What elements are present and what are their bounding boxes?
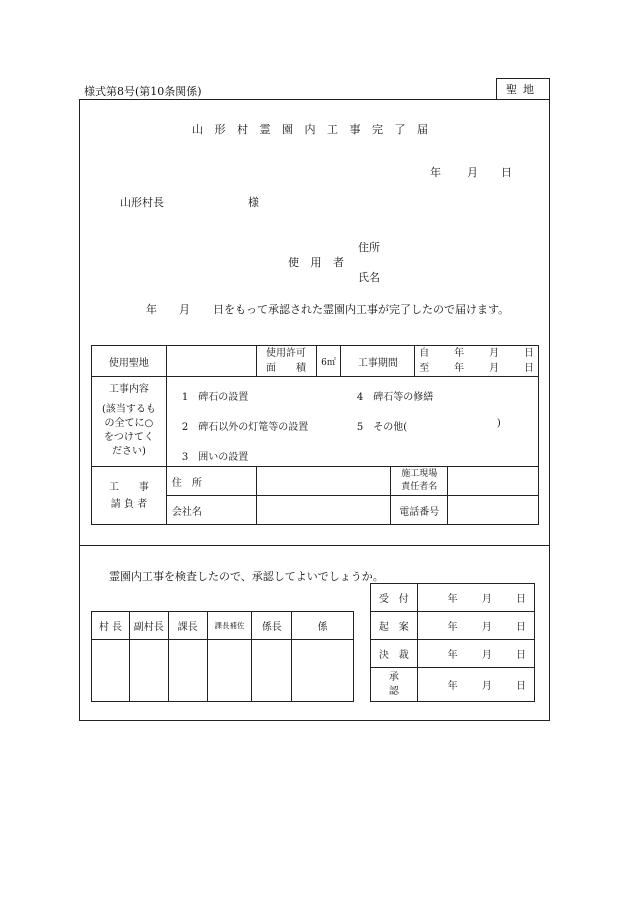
approval-stamp-cell xyxy=(252,640,292,702)
area-unit: 6㎡ xyxy=(316,346,341,377)
content-item-2: 2 碑石以外の灯篭等の設置 xyxy=(181,422,309,433)
applicant-role-label: 使 用 者 xyxy=(288,256,348,269)
approval-header-mayor: 村 長 xyxy=(92,612,130,640)
plot-value xyxy=(166,346,256,377)
contractor-label-bottom: 請 負 者 xyxy=(110,498,148,510)
period-to-row: 至 年 月 日 xyxy=(419,363,534,374)
approval-header-section-chief: 係長 xyxy=(252,612,292,640)
badge: 聖地 xyxy=(496,78,550,100)
content-note-4: ださい) xyxy=(111,446,146,457)
content-item-5-close: ) xyxy=(496,418,501,429)
date-year: 年 xyxy=(430,166,441,179)
phone-value xyxy=(448,496,539,525)
approval-header-chief: 課長 xyxy=(168,612,207,640)
period-label: 工事期間 xyxy=(341,346,415,377)
site-manager-label: 施工現場 責任者名 xyxy=(391,467,448,496)
approval-header-deputy: 副村長 xyxy=(129,612,168,640)
completion-table xyxy=(91,345,539,525)
contractor-address-value xyxy=(256,467,391,496)
period-from-row: 自 年 月 日 xyxy=(419,348,534,359)
approval-stamp-cell xyxy=(292,640,354,702)
applicant-name-label: 氏名 xyxy=(358,271,380,284)
area-label xyxy=(256,346,316,377)
content-note-2: の全てに○ xyxy=(104,418,154,429)
contractor-label xyxy=(92,467,167,525)
approval-stamp-cell xyxy=(129,640,168,702)
content-note-3: をつけてく xyxy=(103,432,154,443)
area-label-bottom: 面 積 xyxy=(266,363,307,374)
process-label-draft: 起 案 xyxy=(371,612,418,640)
area-label-top: 使用許可 xyxy=(266,348,307,359)
process-date-approval: 年 月 日 xyxy=(417,668,534,702)
statement-year: 年 xyxy=(146,303,157,316)
approval-stamp-cell xyxy=(92,640,130,702)
approval-stamp-cell xyxy=(207,640,252,702)
contractor-label-top: 工 事 xyxy=(108,481,149,493)
date-day: 日 xyxy=(501,166,512,179)
process-table xyxy=(370,583,535,702)
approval-stamp-cell xyxy=(168,640,207,702)
content-label: 工事内容 xyxy=(108,384,149,395)
date-month: 月 xyxy=(467,166,478,179)
company-label: 会社名 xyxy=(166,496,256,525)
statement-text: 日をもって承認された霊園内工事が完了したので届けます。 xyxy=(213,303,510,316)
content-item-4: 4 碑石等の修繕 xyxy=(356,392,434,403)
approval-header-staff: 係 xyxy=(292,612,354,640)
site-manager-value xyxy=(448,467,539,496)
period-value xyxy=(415,346,539,377)
phone-label: 電話番号 xyxy=(391,496,448,525)
content-item-1: 1 碑石の設置 xyxy=(181,392,249,403)
approval-table xyxy=(91,611,354,702)
statement-month: 月 xyxy=(179,303,190,316)
company-value xyxy=(256,496,391,525)
section-divider xyxy=(79,545,550,546)
addressee-suffix: 様 xyxy=(248,196,259,209)
applicant-address-label: 住所 xyxy=(358,241,380,254)
process-date-receipt: 年 月 日 xyxy=(417,584,534,612)
process-date-decision: 年 月 日 xyxy=(417,640,534,668)
page-title: 山形村霊園内工事完了届 xyxy=(192,123,440,136)
plot-label: 使用聖地 xyxy=(92,346,167,377)
inspection-note: 霊園内工事を検査したので、承認してよいでしょうか。 xyxy=(109,570,384,583)
form-number: 様式第8号(第10条関係) xyxy=(84,85,202,98)
content-items-cell xyxy=(166,377,538,467)
content-note-1: (該当するも xyxy=(101,404,156,415)
content-item-3: 3 囲いの設置 xyxy=(181,452,249,463)
process-label-receipt: 受 付 xyxy=(371,584,418,612)
process-label-approval: 承 認 xyxy=(371,668,418,702)
content-label-cell xyxy=(92,377,167,467)
process-label-decision: 決 裁 xyxy=(371,640,418,668)
approval-header-assistant: 課長補佐 xyxy=(207,612,252,640)
process-date-draft: 年 月 日 xyxy=(417,612,534,640)
addressee: 山形村長 xyxy=(120,196,164,209)
contractor-address-label: 住 所 xyxy=(166,467,256,496)
content-item-5: 5 その他( xyxy=(356,422,408,433)
